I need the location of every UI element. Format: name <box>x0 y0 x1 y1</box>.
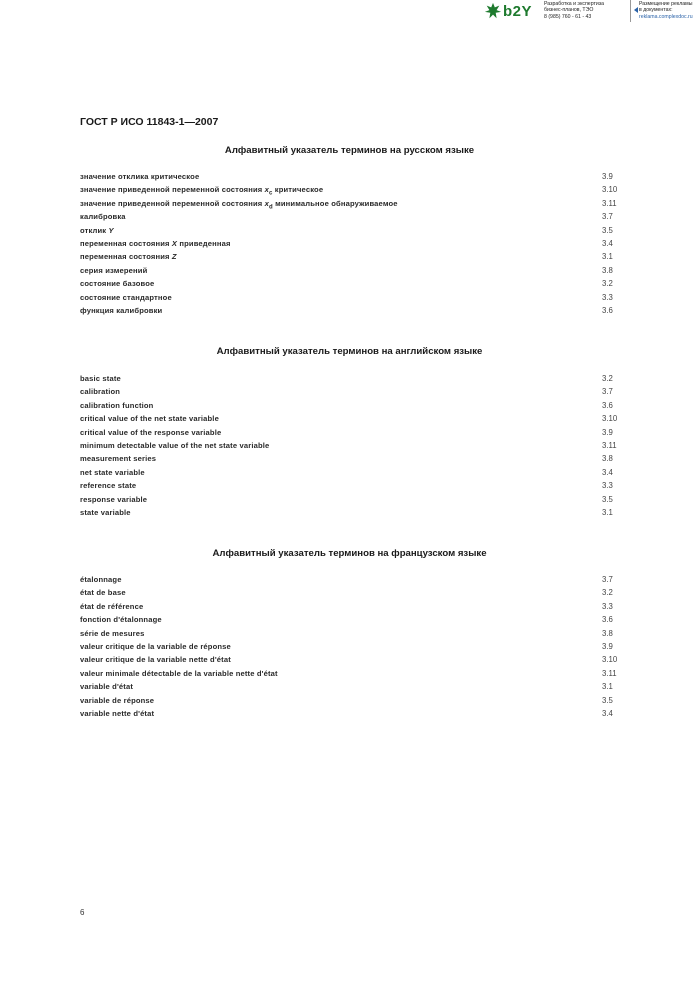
term-number: 3.7 <box>602 212 613 222</box>
term-row <box>80 237 624 250</box>
term-text: fonction d'étalonnage <box>80 615 162 625</box>
page-number: 6 <box>80 908 85 917</box>
term-text: état de référence <box>80 601 144 611</box>
term-text: valeur critique de la variable nette d'état <box>80 655 231 665</box>
term-list-english <box>80 372 624 519</box>
term-number: 3.4 <box>602 467 613 477</box>
term-row <box>80 412 624 425</box>
term-number: 3.11 <box>602 440 617 450</box>
term-list-russian <box>80 170 624 317</box>
term-number: 3.3 <box>602 292 613 302</box>
term-number: 3.5 <box>602 494 613 504</box>
term-row <box>80 493 624 506</box>
term-number: 3.3 <box>602 601 613 611</box>
logo-text: b2Y <box>503 2 533 20</box>
term-row <box>80 667 624 680</box>
term-row <box>80 304 624 317</box>
term-number: 3.2 <box>602 588 613 598</box>
term-row <box>80 466 624 479</box>
term-row <box>80 250 624 263</box>
term-number: 3.7 <box>602 575 613 584</box>
term-number: 3.1 <box>602 682 613 692</box>
term-number: 3.4 <box>602 238 613 248</box>
term-text: critical value of the response variable <box>80 427 222 437</box>
term-text: калибровка <box>80 212 126 222</box>
term-row <box>80 291 624 304</box>
term-number: 3.10 <box>602 655 618 665</box>
term-row <box>80 640 624 653</box>
term-number: 3.9 <box>602 172 613 181</box>
term-number: 3.3 <box>602 481 613 491</box>
ad-info-line: в документах: <box>639 7 673 14</box>
term-text: reference state <box>80 481 137 491</box>
term-row <box>80 197 624 210</box>
term-number: 3.2 <box>602 279 613 289</box>
document-header: ГОСТ Р ИСО 11843-1—2007 <box>80 116 219 128</box>
ad-info <box>639 1 693 20</box>
term-number: 3.9 <box>602 427 613 437</box>
term-text: étalonnage <box>80 575 122 584</box>
term-number: 3.10 <box>602 414 618 424</box>
term-text: valeur minimale détectable de la variable nette d'état <box>80 668 278 678</box>
term-number: 3.8 <box>602 628 613 638</box>
term-number: 3.4 <box>602 708 613 718</box>
term-text: basic state <box>80 374 121 383</box>
term-text: variable d'état <box>80 682 134 692</box>
term-number: 3.11 <box>602 198 617 208</box>
term-text: net state variable <box>80 467 145 477</box>
b2y-contact-info <box>544 1 624 20</box>
banner-divider <box>630 0 631 22</box>
term-text: série de mesures <box>80 628 145 638</box>
term-text: state variable <box>80 507 131 517</box>
term-number: 3.6 <box>602 400 613 410</box>
term-row <box>80 707 624 720</box>
term-number: 3.11 <box>602 668 617 678</box>
term-row <box>80 653 624 666</box>
term-text: отклик Y <box>80 225 114 235</box>
term-text: серия измерений <box>80 265 148 275</box>
term-row <box>80 573 624 586</box>
term-row <box>80 385 624 398</box>
term-row <box>80 170 624 183</box>
ad-link[interactable]: reklama.complexdoc.ru <box>639 13 693 20</box>
term-text: функция калибровки <box>80 305 163 315</box>
arrow-left-icon <box>634 7 638 13</box>
term-row <box>80 372 624 385</box>
term-text: calibration function <box>80 400 154 410</box>
term-number: 3.5 <box>602 695 613 705</box>
term-number: 3.1 <box>602 252 613 262</box>
term-text: valeur critique de la variable de réponse <box>80 641 231 651</box>
term-row <box>80 586 624 599</box>
term-row <box>80 277 624 290</box>
term-row <box>80 613 624 626</box>
term-number: 3.6 <box>602 615 613 625</box>
term-row <box>80 224 624 237</box>
term-row <box>80 439 624 452</box>
section-title-english: Алфавитный указатель терминов на английском языке <box>216 346 483 357</box>
term-list-french <box>80 573 624 720</box>
section-title-russian: Алфавитный указатель терминов на русском языке <box>224 145 475 156</box>
section-title-french: Алфавитный указатель терминов на французском языке <box>212 548 487 559</box>
term-text: значение отклика критическое <box>80 172 200 181</box>
term-row <box>80 264 624 277</box>
term-row <box>80 210 624 223</box>
term-row <box>80 426 624 439</box>
term-row <box>80 452 624 465</box>
term-text: critical value of the net state variable <box>80 414 219 424</box>
term-number: 3.10 <box>602 185 618 195</box>
term-text: значение приведенной переменной состояния $x_d$ минимальное обнаруживаемое <box>80 198 398 211</box>
term-text: measurement series <box>80 454 157 464</box>
b2y-logo[interactable] <box>484 2 532 20</box>
term-text: значение приведенной переменной состояния $x_c$ критическое <box>80 185 324 197</box>
term-row <box>80 600 624 613</box>
term-text: переменная состояния X приведенная <box>80 238 231 248</box>
term-row <box>80 479 624 492</box>
term-text: calibration <box>80 387 121 397</box>
term-row <box>80 627 624 640</box>
term-number: 3.7 <box>602 387 613 397</box>
term-number: 3.5 <box>602 225 613 235</box>
term-number: 3.9 <box>602 641 613 651</box>
term-text: variable nette d'état <box>80 708 155 718</box>
term-text: состояние базовое <box>80 279 155 289</box>
term-text: minimum detectable value of the net state variable <box>80 440 270 450</box>
term-number: 3.6 <box>602 305 613 315</box>
b2y-info-line: Разработка и экспертиза <box>544 1 605 7</box>
b2y-info-line: бизнес-планов, ТЭО <box>544 7 594 14</box>
ad-info-line: Размещение рекламы <box>639 1 693 7</box>
term-text: response variable <box>80 494 148 504</box>
term-number: 3.1 <box>602 507 613 517</box>
term-text: variable de réponse <box>80 695 155 705</box>
term-number: 3.8 <box>602 454 613 464</box>
term-text: переменная состояния Z <box>80 252 177 262</box>
term-number: 3.8 <box>602 265 613 275</box>
term-number: 3.2 <box>602 374 613 383</box>
leaf-icon <box>484 2 502 20</box>
term-row <box>80 694 624 707</box>
term-row <box>80 506 624 519</box>
b2y-info-line: 8 (985) 760 - 61 - 43 <box>544 13 592 20</box>
term-row <box>80 680 624 693</box>
term-text: состояние стандартное <box>80 292 172 302</box>
term-row <box>80 183 624 196</box>
term-row <box>80 399 624 412</box>
term-text: état de base <box>80 588 126 598</box>
